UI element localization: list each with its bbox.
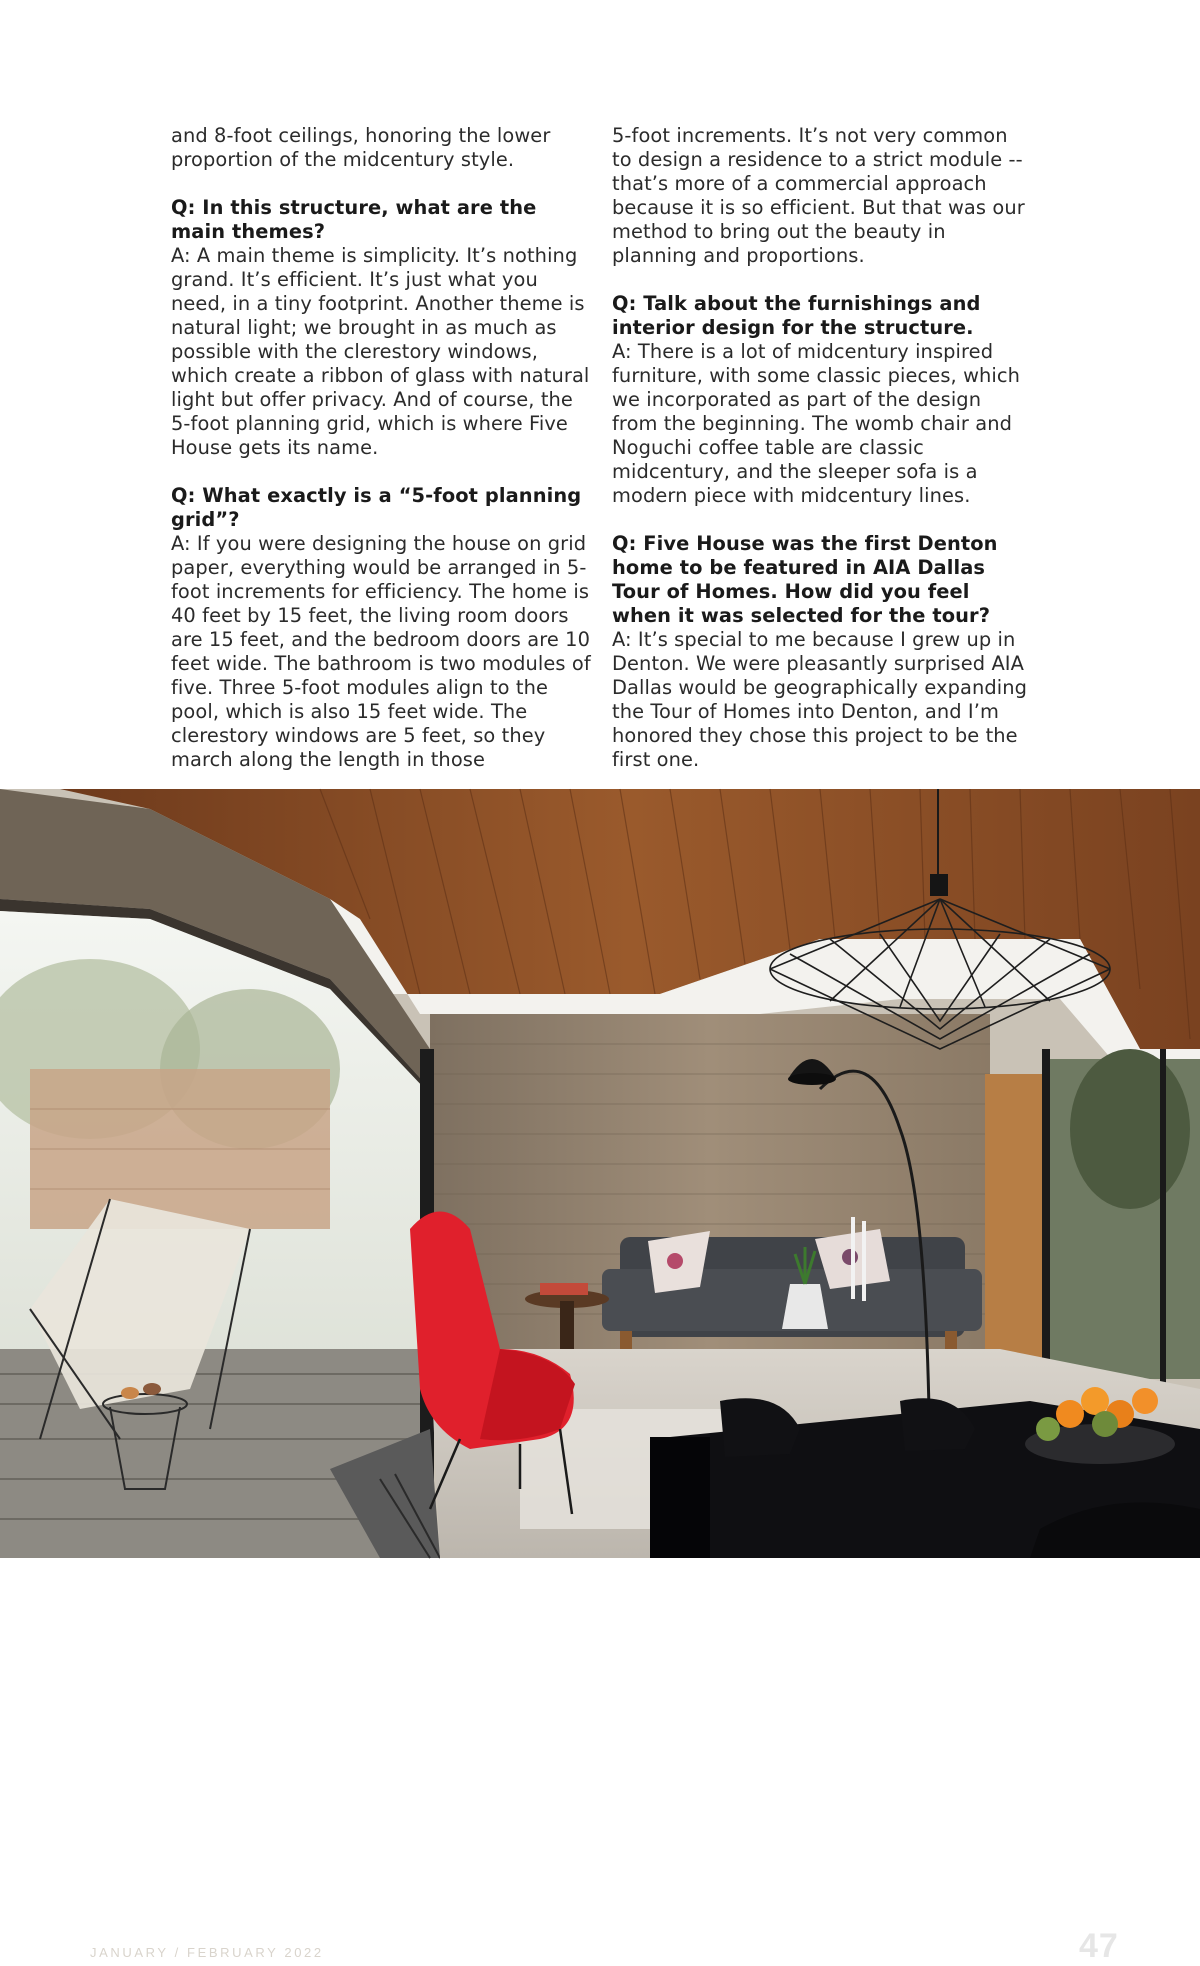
- qa-block: [612, 292, 1032, 508]
- article-column-left: [171, 124, 591, 772]
- question-heading: Q: In this structure, what are the main themes?: [171, 196, 537, 243]
- answer-text: A: If you were designing the house on grid paper, everything would be arranged in 5-foot increments for efficiency. The home is 40 feet by 15 feet, the living room doors are 15 feet, and the bedroom doors are 10 feet wide. The bathroom is two modules of five. Three 5-foot modules align to the pool, which is also 15 feet wide. The clerestory windows are 5 feet, so they march along the length in those: [171, 532, 591, 771]
- qa-block: [612, 532, 1032, 772]
- issue-date: JANUARY / FEBRUARY 2022: [90, 1945, 324, 1960]
- answer-text: A: There is a lot of midcentury inspired furniture, with some classic pieces, which we incorporated as part of the design from the beginning. The womb chair and Noguchi coffee table are classic midcentury, and the sleeper sofa is a modern piece with midcentury lines.: [612, 340, 1021, 507]
- interior-illustration: [0, 789, 1200, 1558]
- article-column-right: [612, 124, 1032, 772]
- page-number: 47: [1079, 1927, 1119, 1965]
- magazine-website: DENTON COUNTY DENTONCOUNTYMAGAZINE.COM: [652, 1942, 1109, 1957]
- qa-block: [171, 196, 591, 460]
- answer-text: A: It’s special to me because I grew up in Denton. We were pleasantly surprised AIA Dallas would be geographically expanding the Tour of Homes into Denton, and I’m honored they chose this project to be the first one.: [612, 628, 1028, 771]
- answer-text: 5-foot increments. It’s not very common to design a residence to a strict module -- that’s more of a commercial approach because it is so efficient. But that was our method to bring out the beauty in planning and proportions.: [612, 124, 1025, 267]
- answer-text: A: A main theme is simplicity. It’s nothing grand. It’s efficient. It’s just what you need, in a tiny footprint. Another theme is natural light; we brought in as much as possible with the clerestory windows, which create a ribbon of glass with natural light but offer privacy. And of course, the 5-foot planning grid, which is where Five House gets its name.: [171, 244, 590, 459]
- paragraph: [612, 124, 1032, 268]
- qa-block: [171, 484, 591, 772]
- question-heading: Q: What exactly is a “5-foot planning grid”?: [171, 484, 582, 531]
- question-heading: Q: Talk about the furnishings and interior design for the structure.: [612, 292, 981, 339]
- paragraph: [171, 124, 591, 172]
- answer-text: and 8-foot ceilings, honoring the lower proportion of the midcentury style.: [171, 124, 551, 171]
- question-heading: Q: Five House was the first Denton home to be featured in AIA Dallas Tour of Homes. How did you feel when it was selected for the tour?: [612, 532, 998, 627]
- living-room-photo: [0, 789, 1200, 1965]
